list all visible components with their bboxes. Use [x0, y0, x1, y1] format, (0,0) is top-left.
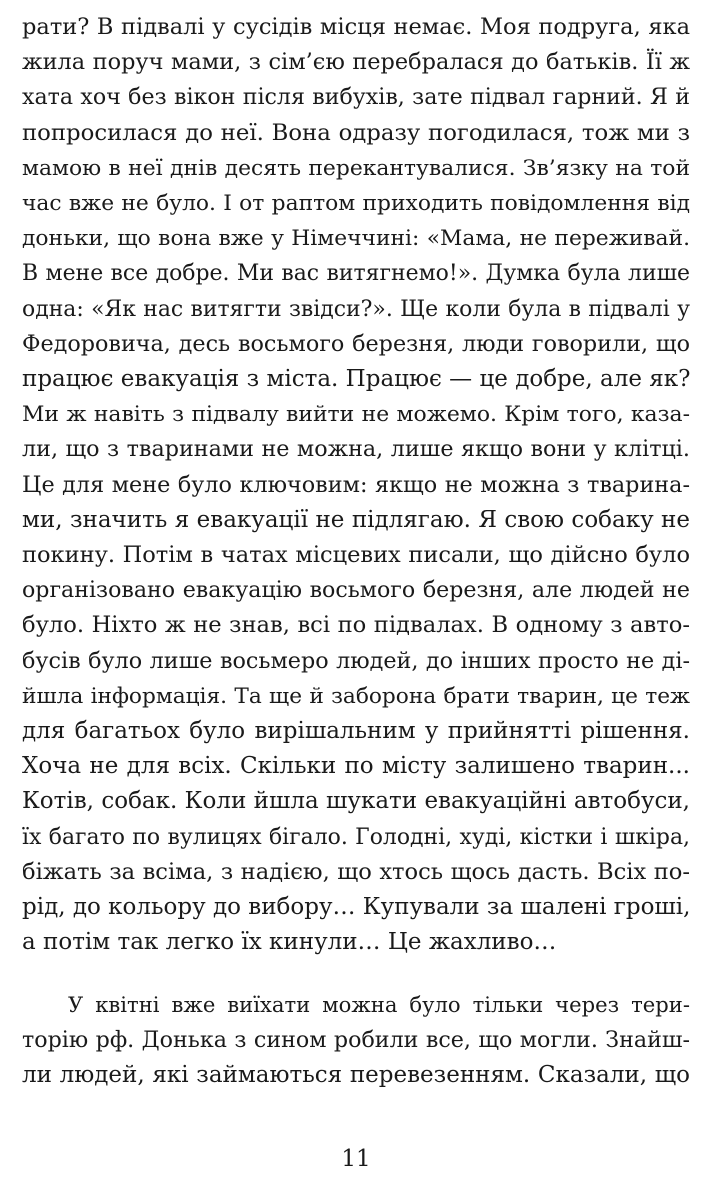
text-line: було. Ніхто ж не знав, всі по підвалах. В одному з авто- — [22, 612, 690, 639]
text-line: покину. Потім в чатах місцевих писали, що дійсно було — [22, 542, 690, 569]
text-line: У квітні вже виїхати можна було тільки через тери- — [68, 992, 690, 1018]
text-line: рід, до кольору до вибору… Купували за шалені гроші, — [22, 894, 691, 921]
text-line: ли людей, які займаються перевезенням. Сказали, що — [22, 1061, 690, 1088]
document-page — [22, 10, 690, 1190]
page-number: 11 — [341, 1146, 371, 1172]
text-line: їх багато по вулицях бігало. Голодні, худі, кістки і шкіра, — [22, 824, 690, 850]
text-line: мамою в неї днів десять перекантувалися. Зв’язку на той — [22, 155, 690, 181]
text-line: рати? В підвалі у сусідів місця немає. Моя подруга, яка — [22, 14, 690, 40]
text-line: В мене все добре. Ми вас витягнемо!». Думка була лише — [22, 261, 690, 287]
text-line: Котів, собак. Коли йшла шукати евакуаційні автобуси, — [22, 788, 690, 815]
text-line: одна: «Як нас витягти звідси?». Ще коли була в підвалі у — [22, 296, 690, 322]
text-line: а потім так легко їх кинули… Це жахливо… — [22, 929, 557, 956]
text-line: попросилася до неї. Вона одразу погодилася, тож ми з — [22, 119, 690, 146]
text-body — [22, 10, 690, 1093]
text-line: працює евакуація з міста. Працює — це добре, але як? — [22, 366, 691, 393]
text-line: бусів було лише восьмеро людей, до інших просто не ді- — [22, 647, 690, 674]
text-line: Це для мене було ключовим: якщо не можна з тварина- — [22, 471, 690, 498]
text-line: жила поруч мами, з сім’єю перебралася до батьків. Її ж — [22, 49, 690, 76]
text-line: ми, значить я евакуації не підлягаю. Я свою собаку не — [22, 506, 690, 533]
text-line: хата хоч без вікон після вибухів, зате підвал гарний. Я й — [22, 84, 690, 111]
text-line: йшла інформація. Та ще й заборона брати тварин, це теж — [22, 683, 690, 709]
text-line: час вже не було. І от раптом приходить повідомлення від — [22, 191, 690, 217]
text-line: для багатьох було вирішальним у прийнятті рішення. — [22, 718, 690, 745]
text-line: ли, що з тваринами не можна, лише якщо вони у клітці. — [22, 436, 690, 463]
text-line: Хоча не для всіх. Скільки по місту залишено тварин... — [22, 753, 690, 780]
text-line: організовано евакуацію восьмого березня, але людей не — [22, 577, 690, 604]
text-line: доньки, що вона вже у Німеччині: «Мама, не переживай. — [22, 226, 690, 252]
text-line: Федоровича, десь восьмого березня, люди говорили, що — [22, 330, 690, 357]
text-line: Ми ж навіть з підвалу вийти не можемо. Крім того, каза- — [22, 402, 690, 428]
paragraph-1 — [22, 10, 690, 960]
text-line: біжать за всіма, з надією, що хтось щось дасть. Всіх по- — [22, 858, 690, 885]
text-line: торію рф. Донька з сином робили все, що могли. Знайш- — [22, 1026, 690, 1053]
paragraph-2 — [22, 987, 690, 1093]
